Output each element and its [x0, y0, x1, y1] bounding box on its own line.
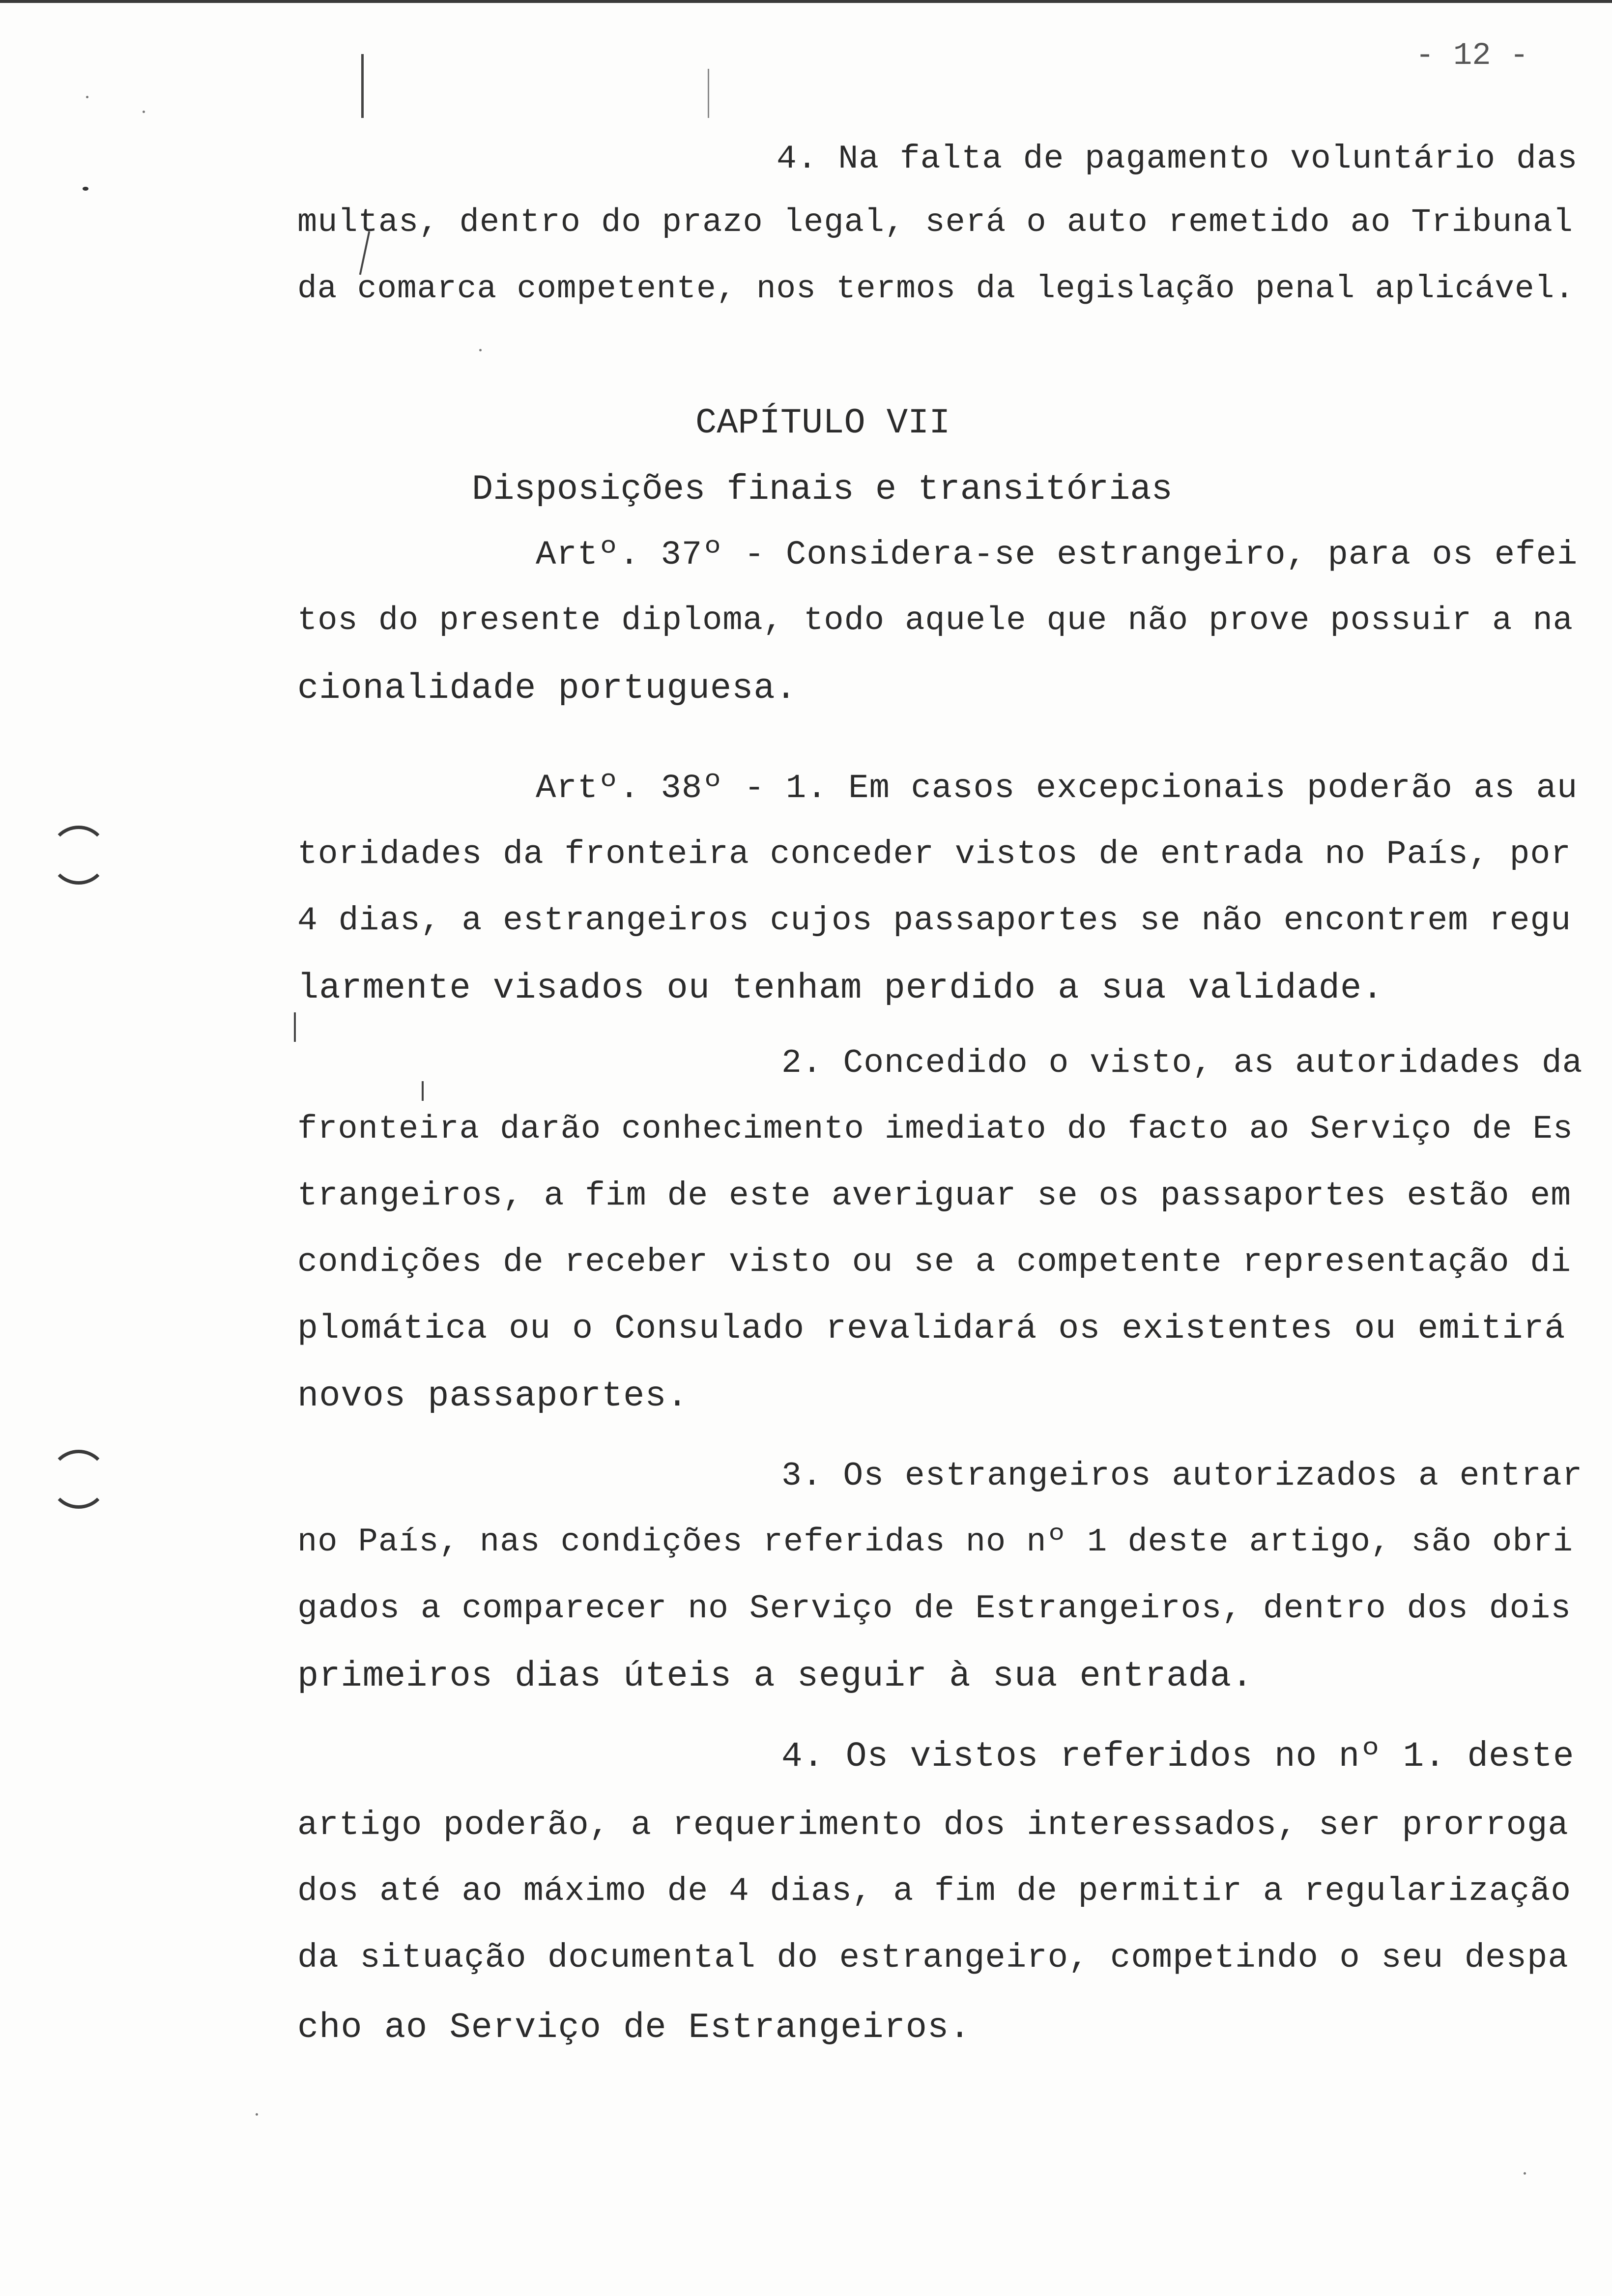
dust-speck: [83, 187, 88, 191]
dust-speck: [86, 96, 88, 98]
text-line: artigo poderão, a requerimento dos interessados, ser prorroga: [297, 1806, 1569, 1844]
text-line: 4. Os vistos referidos no nº 1. deste: [781, 1737, 1575, 1777]
text-line: cho ao Serviço de Estrangeiros.: [297, 2008, 971, 2048]
text-line: primeiros dias úteis a seguir à sua entrada.: [297, 1656, 1254, 1696]
text-line: Artº. 38º - 1. Em casos excepcionais poderão as au: [536, 769, 1578, 807]
pen-mark: [708, 69, 709, 118]
text-line: da situação documental do estrangeiro, competindo o seu despa: [297, 1939, 1569, 1977]
punch-hole: [49, 1450, 108, 1509]
text-line: larmente visados ou tenham perdido a sua validade.: [297, 968, 1384, 1008]
text-line: multas, dentro do prazo legal, será o auto remetido ao Tribunal: [297, 204, 1574, 241]
dust-speck: [479, 349, 482, 351]
text-line: 3. Os estrangeiros autorizados a entrar: [781, 1457, 1583, 1495]
text-line: no País, nas condições referidas no nº 1 deste artigo, são obri: [297, 1523, 1574, 1561]
page-number: - 12 -: [1415, 38, 1529, 74]
punch-hole: [49, 826, 108, 885]
dust-speck: [143, 111, 145, 113]
text-line: trangeiros, a fim de este averiguar se os passaportes estão em: [297, 1177, 1572, 1215]
pen-mark: [361, 54, 364, 118]
text-line: tos do presente diploma, todo aquele que não prove possuir a na: [297, 602, 1574, 639]
text-line: fronteira darão conhecimento imediato do facto ao Serviço de Es: [297, 1111, 1574, 1148]
text-line: gados a comparecer no Serviço de Estrangeiros, dentro dos dois: [297, 1590, 1572, 1628]
text-line: 4. Na falta de pagamento voluntário das: [777, 140, 1578, 178]
top-edge-rule: [0, 0, 1612, 3]
pen-mark: [422, 1081, 424, 1101]
text-line: 2. Concedido o visto, as autoridades da: [781, 1044, 1583, 1082]
text-line: condições de receber visto ou se a competente representação di: [297, 1243, 1572, 1281]
dust-speck: [1524, 2172, 1526, 2175]
chapter-subtitle: Disposições finais e transitórias: [472, 469, 1173, 510]
text-line: da comarca competente, nos termos da legislação penal aplicável.: [297, 270, 1575, 307]
text-line: Artº. 37º - Considera-se estrangeiro, para os efei: [536, 536, 1578, 574]
dust-speck: [256, 2113, 258, 2116]
text-line: novos passaportes.: [297, 1376, 689, 1416]
text-line: 4 dias, a estrangeiros cujos passaportes se não encontrem regu: [297, 902, 1572, 940]
text-line: dos até ao máximo de 4 dias, a fim de permitir a regularização: [297, 1872, 1572, 1910]
text-line: toridades da fronteira conceder vistos de entrada no País, por: [297, 835, 1572, 873]
text-line: cionalidade portuguesa.: [297, 668, 797, 709]
text-line: plomática ou o Consulado revalidará os existentes ou emitirá: [297, 1310, 1566, 1349]
chapter-title: CAPÍTULO VII: [695, 403, 950, 443]
pen-mark: [294, 1012, 296, 1042]
